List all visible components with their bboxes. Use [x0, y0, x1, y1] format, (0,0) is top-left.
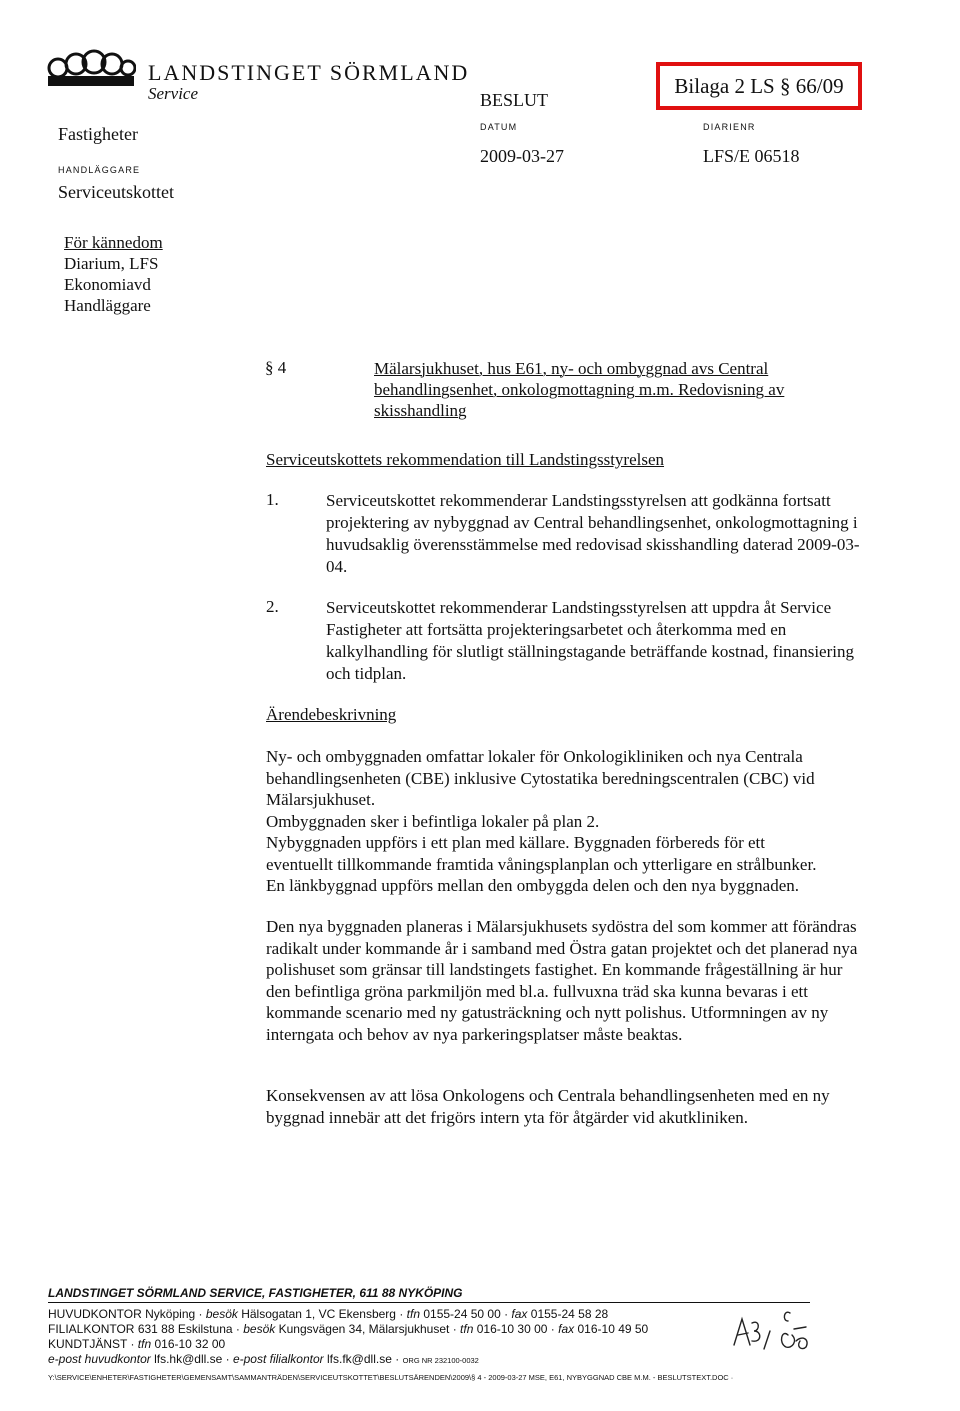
fk-city: 631 88 Eskilstuna — [137, 1322, 233, 1336]
handlaggare-value: Serviceutskottet — [58, 182, 174, 202]
bilaga-box: Bilaga 2 LS § 66/09 — [656, 62, 862, 110]
section-number: § 4 — [265, 358, 287, 377]
signature-initials-icon — [730, 1305, 820, 1355]
distribution-item: För kännedom — [64, 233, 163, 252]
handlaggare-label: HANDLÄGGARE — [58, 165, 141, 175]
tfn-label: tfn — [406, 1307, 420, 1321]
recommendation-item-number: 2. — [266, 597, 279, 616]
footer-customer-service: KUNDTJÄNST · tfn 016-10 32 00 — [48, 1337, 226, 1351]
description-paragraph-1 — [266, 746, 866, 897]
footer-head-office: HUVUDKONTOR Nyköping · besök Hälsogatan 1, VC Ekensberg · tfn 0155-24 50 00 · fax 0155-24 58 28 — [48, 1307, 609, 1321]
description-line: Ny- och ombyggnaden omfattar lokaler för Onkologikliniken och nya Centrala — [266, 747, 803, 766]
fax-label: fax — [511, 1307, 528, 1321]
unit-name: Fastigheter — [58, 124, 138, 144]
footer-branch-office: FILIALKONTOR 631 88 Eskilstuna · besök Kungsvägen 34, Mälarsjukhuset · tfn 016-10 30 00 · fax 016-10 49 50 — [48, 1322, 649, 1336]
fk-phone: 016-10 30 00 — [476, 1322, 548, 1336]
doc-type: BESLUT — [480, 90, 549, 110]
footer-title: LANDSTINGET SÖRMLAND SERVICE, FASTIGHETER, 611 88 NYKÖPING — [48, 1286, 463, 1300]
fk-label: FILIALKONTOR — [48, 1322, 135, 1336]
description-line: eventuellt tillkommande framtida våningsplanplan och ytterligare en strålbunker. — [266, 854, 817, 874]
fk-fax: 016-10 49 50 — [577, 1322, 649, 1336]
description-heading: Ärendebeskrivning — [266, 705, 397, 724]
footer-email: e-post huvudkontor lfs.hk@dll.se · e-post filialkontor lfs.fk@dll.se · ORG NR 232100-0032 — [48, 1352, 479, 1366]
description-line: Nybyggnaden uppförs i ett plan med källare. Byggnaden förbereds för ett — [266, 833, 765, 852]
recommendation-item-text: Serviceutskottet rekommenderar Landstingsstyrelsen att godkänna fortsatt projektering av nybyggnad av Central behandlingsenhet, onkologmottagning i huvudsaklig överensstämmelse med redovisad skisshandling daterad 2009-03-04. — [326, 491, 860, 576]
fk-address: Kungsvägen 34, Mälarsjukhuset — [278, 1322, 450, 1336]
hk-city: Nyköping — [145, 1307, 196, 1321]
description-line: En länkbyggnad uppförs mellan den ombyggda delen och den nya byggnaden. — [266, 876, 800, 895]
diarienr-value: LFS/E 06518 — [703, 146, 800, 166]
distribution-item: Handläggare — [64, 296, 151, 315]
kt-phone: 016-10 32 00 — [154, 1337, 226, 1351]
fax-label: fax — [558, 1322, 575, 1336]
file-path: Y:\SERVICE\ENHETER\FASTIGHETER\GEMENSAMT\SAMMANTRÄDEN\SERVICEUTSKOTTET\BESLUTSÄRENDEN\2009\§ 4 - 2009-03-27 MSE, E61, NYBYGGNAD CBE M.M. - BESLUTSTEXT.DOC · — [48, 1373, 734, 1382]
org-name: LANDSTINGET SÖRMLAND — [148, 60, 470, 85]
description-paragraph-2: Den nya byggnaden planeras i Mälarsjukhusets sydöstra del som kommer att förändras radikalt under kommande år i samband med Östra gatan projektet och det planerad nya polishuset som gränsar till landstingets fastighet. En kommande frågeställning är hur den befintliga gröna parkmiljön med bl.a. fullvuxna träd ska kunna bevaras i ett kommande scenario med ny gatusträckning och nytt polishus. Utformningen av ny interngata och behov av nya parkeringsplatser måste beaktas. — [266, 917, 858, 1044]
description-line: Mälarsjukhuset. — [266, 790, 376, 809]
description-line: behandlingsenheten (CBE) inklusive Cytostatika beredningscentralen (CBC) vid — [266, 768, 815, 788]
tfn-label: tfn — [137, 1337, 152, 1351]
tfn-label: tfn — [460, 1322, 474, 1336]
datum-label: DATUM — [480, 122, 518, 132]
hk-phone: 0155-24 50 00 — [423, 1307, 501, 1321]
hk-fax: 0155-24 58 28 — [530, 1307, 609, 1321]
description-paragraph-3: Konsekvensen av att lösa Onkologens och Centrala behandlingsenheten med en ny byggnad innebär att det frigörs intern yta för åtgärder vid akutkliniken. — [266, 1086, 830, 1127]
email-hk-label: e-post huvudkontor — [48, 1352, 151, 1366]
distribution-item: Diarium, LFS — [64, 254, 159, 273]
besok-label: besök — [243, 1322, 276, 1336]
recommendation-item-text: Serviceutskottet rekommenderar Landstingsstyrelsen att uppdra åt Service Fastigheter att fortsätta projekteringsarbetet och återkomma med en kalkylhandling för slutligt ställningstagande beträffande kostnad, finansiering och tidplan. — [326, 598, 854, 683]
section-title: Mälarsjukhuset, hus E61, ny- och ombyggnad avs Central behandlingsenhet, onkologmottagning m.m. Redovisning av skisshandling — [374, 359, 785, 420]
distribution-item: Ekonomiavd — [64, 275, 151, 294]
footer-divider — [48, 1302, 810, 1303]
org-service: Service — [148, 84, 199, 103]
org-number: ORG NR 232100-0032 — [402, 1356, 479, 1365]
besok-label: besök — [205, 1307, 238, 1321]
diarienr-label: DIARIENR — [703, 122, 756, 132]
email-hk: lfs.hk@dll.se — [154, 1352, 223, 1366]
kt-label: KUNDTJÄNST — [48, 1337, 128, 1351]
datum-value: 2009-03-27 — [480, 146, 564, 166]
landstinget-logo-icon — [44, 46, 136, 88]
hk-address: Hälsogatan 1, VC Ekensberg — [241, 1307, 396, 1321]
recommendation-heading: Serviceutskottets rekommendation till Landstingsstyrelsen — [266, 450, 665, 469]
email-fk-label: e-post filialkontor — [232, 1352, 324, 1366]
description-line: Ombyggnaden sker i befintliga lokaler på plan 2. — [266, 811, 600, 831]
hk-label: HUVUDKONTOR — [48, 1307, 142, 1321]
email-fk: lfs.fk@dll.se — [327, 1352, 392, 1366]
recommendation-item-number: 1. — [266, 490, 279, 509]
distribution-list — [64, 232, 163, 316]
